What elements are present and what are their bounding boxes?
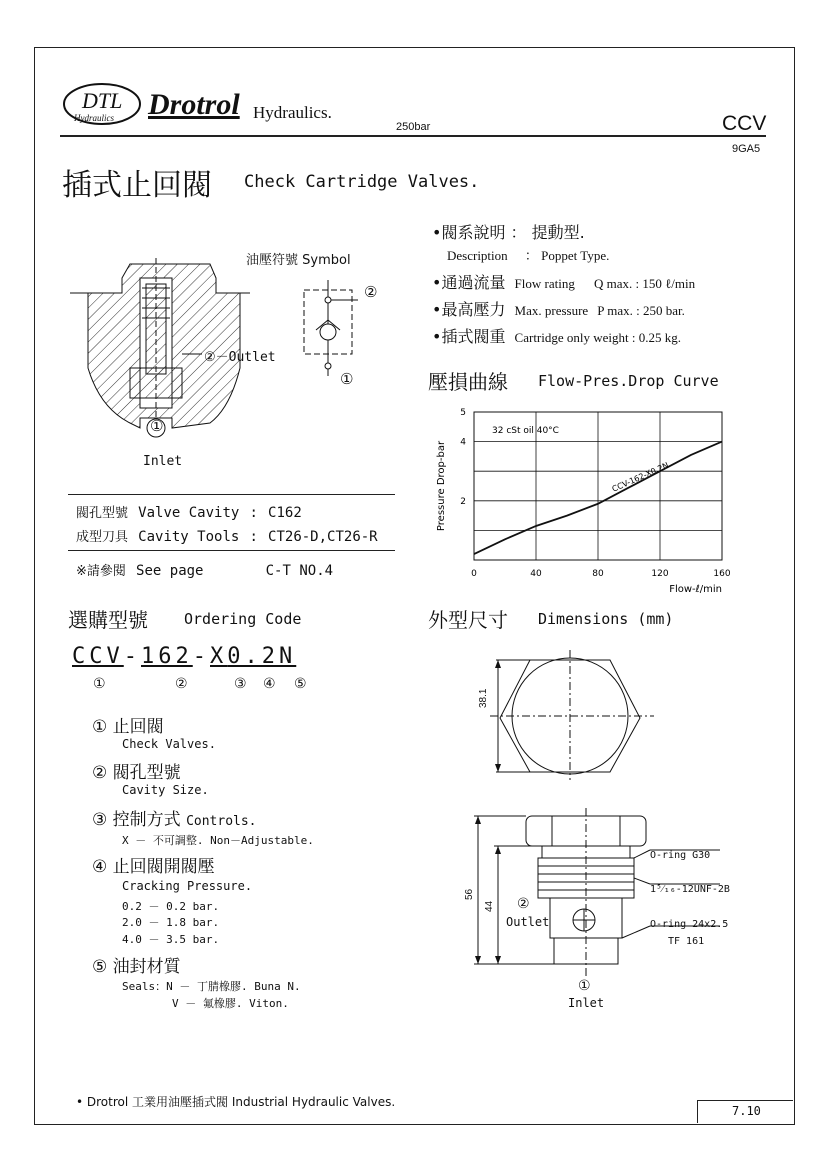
chart-annotation: 32 cSt oil 40°C — [492, 425, 559, 436]
callout-oring-2: O-ring 24x2.5 — [650, 919, 729, 930]
spec-value-zh: 提動型. — [531, 223, 585, 242]
title-en: Check Cartridge Valves. — [244, 172, 480, 192]
ordering-item-3 — [92, 805, 257, 830]
chart-y-tick-label: 2 — [460, 496, 466, 507]
callout-thread: 1⁵⁄₁₆-12UNF-2B — [650, 884, 730, 895]
spec-sep-en: ： — [524, 248, 538, 263]
side-inlet-label: Inlet — [568, 996, 605, 1010]
spec-sep: ： — [510, 223, 527, 242]
see-label-en: See page — [136, 563, 204, 579]
chart-y-tick-label: 5 — [460, 408, 466, 418]
item-zh-en: Controls. — [186, 814, 257, 829]
hex-top-view — [470, 650, 670, 780]
cavity-label-zh: 閥孔型號 — [76, 506, 129, 521]
item-2-en: Cavity Size. — [122, 783, 209, 797]
ordering-code — [72, 644, 296, 669]
ordering-title-en: Ordering Code — [184, 610, 302, 628]
chart-x-tick-label: 80 — [592, 569, 604, 579]
chart-x-tick-label: 40 — [530, 569, 542, 579]
chart-y-axis-label: Pressure Drop-bar — [436, 440, 447, 532]
cavity-row-3 — [76, 560, 333, 579]
item-num: ① — [92, 717, 108, 737]
item-4-line-3: 4.0 － 3.5 bar. — [122, 933, 220, 946]
logo-subtext: Hydraulics — [74, 113, 114, 123]
chart-series-label: CCV-162-X0.2N — [610, 460, 671, 494]
symbol-port-1: ① — [340, 370, 354, 388]
code-part-series: CCV — [72, 644, 124, 669]
pressure-rating: 250bar — [396, 121, 431, 133]
symbol-port-2: ② — [364, 283, 378, 301]
item-5-line-2: V － 氟橡膠. Viton. — [172, 997, 289, 1010]
item-zh: 控制方式 — [112, 810, 181, 830]
chart-x-tick-label: 120 — [651, 569, 669, 579]
spec-weight-zh: •插式閥重 — [432, 327, 506, 346]
tools-label-en: Cavity Tools — [138, 529, 240, 545]
section-outlet-label: ②－Outlet — [204, 350, 276, 365]
spec-pressure-en: Max. pressure — [514, 303, 589, 318]
dim-hex: 38.1 — [478, 688, 489, 708]
item-4-en: Cracking Pressure. — [122, 879, 253, 893]
code-dash-2: - — [192, 644, 210, 669]
dimensions-title-zh: 外型尺寸 — [428, 608, 508, 632]
section-inlet-num: ① — [150, 417, 164, 435]
spec-flow — [432, 270, 695, 293]
tools-sep: : — [249, 529, 258, 545]
callout-tf: TF 161 — [668, 936, 705, 947]
callout-oring-1: O-ring G30 — [650, 850, 711, 861]
spec-pressure — [432, 297, 685, 320]
code-num-3: ③ — [234, 676, 247, 692]
code-part-pressure: 0.2 — [227, 644, 279, 669]
see-value: C-T NO.4 — [265, 563, 334, 579]
item-zh: 止回閥開閥壓 — [112, 857, 215, 877]
ordering-item-5 — [92, 952, 181, 977]
chart-y-tick-label: 4 — [460, 437, 466, 448]
item-num: ④ — [92, 857, 108, 877]
see-label-zh: ※請參閱 — [76, 564, 126, 579]
item-5-line-1: Seals：N － 丁腈橡膠. Buna N. — [122, 980, 301, 993]
brand-suffix: Hydraulics. — [253, 103, 332, 122]
item-zh: 止回閥 — [112, 717, 164, 737]
side-outlet-num: ② — [517, 896, 530, 912]
spec-weight-en: Cartridge only weight : 0.25 kg. — [514, 330, 681, 345]
spec-pressure-zh: •最高壓力 — [432, 300, 506, 319]
footer-text: • Drotrol 工業用油壓插式閥 Industrial Hydraulic Valves. — [76, 1095, 396, 1109]
code-dash-1: - — [123, 644, 141, 669]
logo — [60, 82, 146, 130]
spec-value-en: Poppet Type. — [541, 248, 610, 263]
spec-flow-zh: •通過流量 — [432, 273, 506, 292]
dim-44: 44 — [484, 900, 495, 912]
tools-label-zh: 成型刀具 — [76, 530, 129, 545]
title-zh: 插式止回閥 — [62, 168, 212, 203]
item-1-en: Check Valves. — [122, 737, 216, 751]
side-inlet-num: ① — [578, 978, 591, 994]
spec-pressure-val: P max. : 250 bar. — [597, 303, 685, 318]
ordering-item-1 — [92, 712, 164, 737]
chart-x-tick-label: 160 — [713, 569, 731, 579]
code-num-1: ① — [93, 676, 106, 692]
dim-56: 56 — [464, 888, 475, 900]
item-4-line-1: 0.2 － 0.2 bar. — [122, 900, 220, 913]
sub-code: 9GA5 — [732, 143, 761, 155]
code-num-5: ⑤ — [294, 676, 307, 692]
item-zh: 油封材質 — [112, 957, 181, 977]
cavity-row-1 — [76, 502, 302, 521]
pressure-drop-chart — [428, 404, 738, 604]
code-part-cavity: 162 — [141, 644, 193, 669]
spec-weight — [432, 324, 681, 347]
code-num-4: ④ — [263, 676, 276, 692]
cavity-rule-top — [68, 494, 395, 495]
cavity-sep: : — [249, 505, 258, 521]
spec-description-en — [447, 245, 609, 264]
ordering-title-zh: 選購型號 — [68, 608, 148, 632]
code-part-seal: N — [279, 644, 297, 669]
item-4-line-2: 2.0 － 1.8 bar. — [122, 916, 220, 929]
model-code: CCV — [722, 112, 767, 135]
item-num: ② — [92, 763, 108, 783]
cavity-rule-mid — [68, 550, 395, 551]
dimensions-title-en: Dimensions (mm) — [538, 610, 674, 628]
section-inlet-label: Inlet — [143, 454, 183, 469]
brand-name: Drotrol — [148, 88, 240, 121]
page-number: 7.10 — [732, 1104, 761, 1118]
side-outlet-label: Outlet — [506, 915, 550, 929]
chart-title-zh: 壓損曲線 — [428, 370, 508, 394]
spec-flow-en: Flow rating — [514, 276, 575, 291]
spec-label-zh: •閥系說明 — [432, 223, 506, 242]
cavity-row-2 — [76, 526, 378, 545]
spec-description — [432, 220, 585, 243]
chart-title-en: Flow-Pres.Drop Curve — [538, 372, 719, 390]
item-num: ⑤ — [92, 957, 108, 977]
tools-value: CT26-D,CT26-R — [268, 529, 378, 545]
chart-x-axis-label: Flow-ℓ/min — [669, 584, 722, 595]
header-rule — [60, 135, 766, 137]
cavity-value: C162 — [268, 505, 302, 521]
code-part-control: X — [210, 644, 228, 669]
ordering-item-4 — [92, 852, 215, 877]
item-zh: 閥孔型號 — [112, 763, 181, 783]
cavity-label-en: Valve Cavity — [138, 505, 240, 521]
spec-flow-val: Q max. : 150 ℓ/min — [593, 276, 696, 291]
item-num: ③ — [92, 810, 108, 830]
ordering-item-2 — [92, 758, 181, 783]
spec-label-en: Description — [447, 248, 508, 263]
code-num-2: ② — [175, 676, 188, 692]
logo-text: DTL — [82, 88, 123, 113]
symbol-label: 油壓符號 Symbol — [246, 253, 351, 268]
chart-x-tick-label: 0 — [471, 569, 477, 579]
item-3-line: X － 不可調整. Non－Adjustable. — [122, 834, 314, 847]
